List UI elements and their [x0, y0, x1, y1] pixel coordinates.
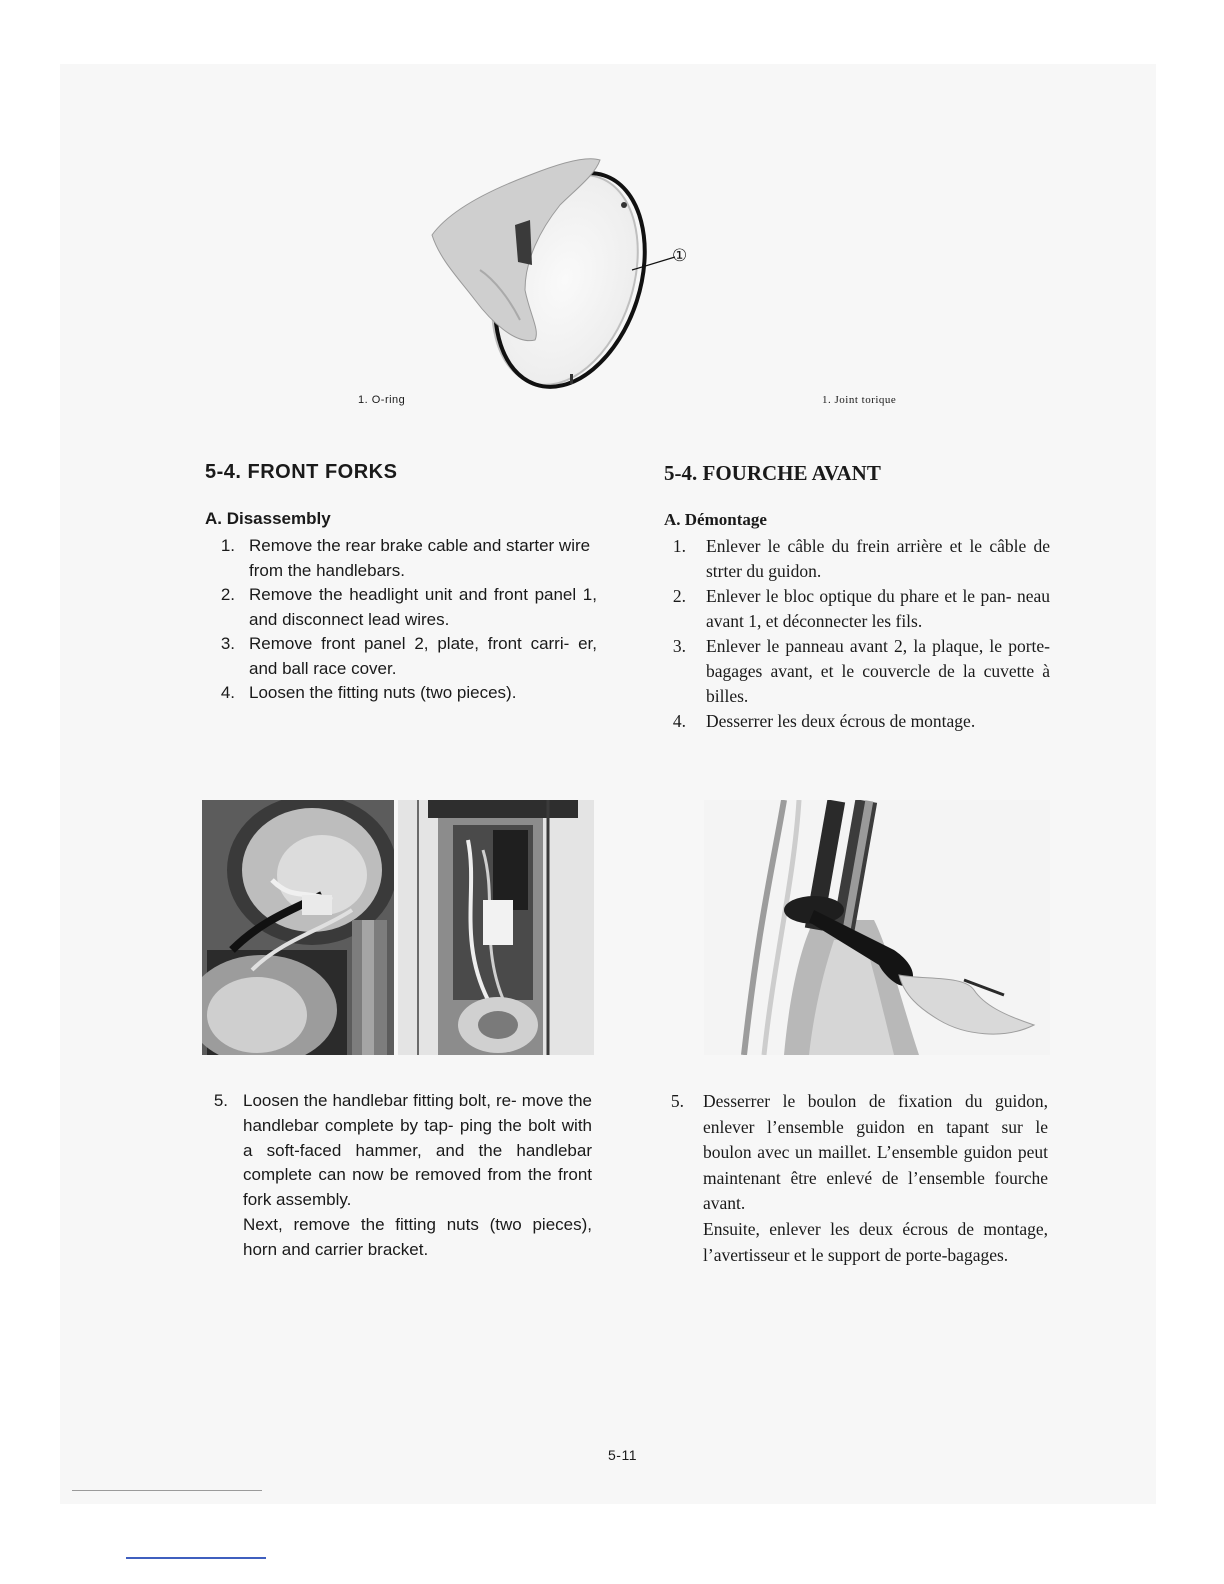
section-title-en: 5-4. FRONT FORKS: [205, 461, 398, 483]
step-number: 4.: [672, 711, 686, 731]
step-number: 5.: [213, 1091, 228, 1110]
step-text: Enlever le câble du frein arrière et le câble de strter du guidon.: [706, 536, 1050, 581]
step-number: 1.: [220, 536, 235, 555]
step-text: Loosen the handlebar fitting bolt, re- move the handlebar complete by tap- ping the bolt with a soft-faced hammer, and the handlebar complete can now be removed from the front fork assembly.: [243, 1091, 592, 1210]
step-text-next: Ensuite, enlever les deux écrous de montage, l’avertisseur et le support de porte-bagages.: [703, 1218, 1048, 1265]
step-number: 2.: [672, 586, 686, 606]
step-number: 2.: [220, 585, 235, 604]
step-text: Remove the headlight unit and front panel 1, and disconnect lead wires.: [249, 585, 597, 629]
bottom-link-line: [126, 1557, 266, 1559]
steps-fr: [664, 534, 1050, 734]
o-ring-photo: [420, 150, 710, 390]
step5-fr: [664, 1089, 1048, 1268]
bottom-rule: [72, 1490, 262, 1491]
subsection-title-fr: A. Démontage: [664, 510, 767, 529]
list-item: [205, 583, 597, 632]
o-ring-illustration: [420, 150, 710, 390]
list-item: [205, 534, 597, 583]
step5-en: [200, 1089, 592, 1263]
list-item: [205, 632, 597, 681]
callout-marker: ①: [672, 246, 688, 265]
list-item: [205, 681, 597, 706]
step-number: 3.: [672, 636, 686, 656]
page-number: 5-11: [608, 1447, 637, 1463]
step-number: 1.: [672, 536, 686, 556]
section-title-fr: 5-4. FOURCHE AVANT: [664, 461, 881, 485]
subsection-title-en: A. Disassembly: [205, 509, 331, 528]
step-text: Enlever le panneau avant 2, la plaque, le porte-bagages avant, et le couvercle de la cuvette à billes.: [706, 636, 1050, 706]
list-item: [664, 534, 1050, 584]
step-number: 5.: [670, 1091, 684, 1111]
front-panel-wiring-photo: [398, 800, 594, 1055]
list-item: [664, 634, 1050, 709]
caption-en: 1. O-ring: [358, 394, 406, 406]
step-text: Remove front panel 2, plate, front carri- er, and ball race cover.: [249, 634, 597, 678]
list-item: [664, 709, 1050, 734]
step-text: Remove the rear brake cable and starter wire from the handlebars.: [249, 536, 591, 580]
steps-en: [205, 534, 597, 706]
step-text: Loosen the fitting nuts (two pieces).: [249, 683, 517, 702]
step-text: Enlever le bloc optique du phare et le pan- neau avant 1, et déconnecter les fils.: [706, 586, 1050, 631]
step-text: Desserrer le boulon de fixation du guidon, enlever l’ensemble guidon en tapant sur le boulon avec un maillet. L’ensemble guidon peut maintenant être enlevé de l’ensemble fourche avant.: [703, 1091, 1048, 1214]
list-item: [664, 584, 1050, 634]
caption-fr: 1. Joint torique: [822, 394, 897, 406]
headlight-wiring-photo: [202, 800, 394, 1055]
step-number: 4.: [220, 683, 235, 702]
step-text-next: Next, remove the fitting nuts (two pieces), horn and carrier bracket.: [243, 1214, 592, 1259]
step-number: 3.: [220, 634, 235, 653]
fork-wrench-photo: [704, 800, 1050, 1055]
step-text: Desserrer les deux écrous de montage.: [706, 711, 976, 731]
